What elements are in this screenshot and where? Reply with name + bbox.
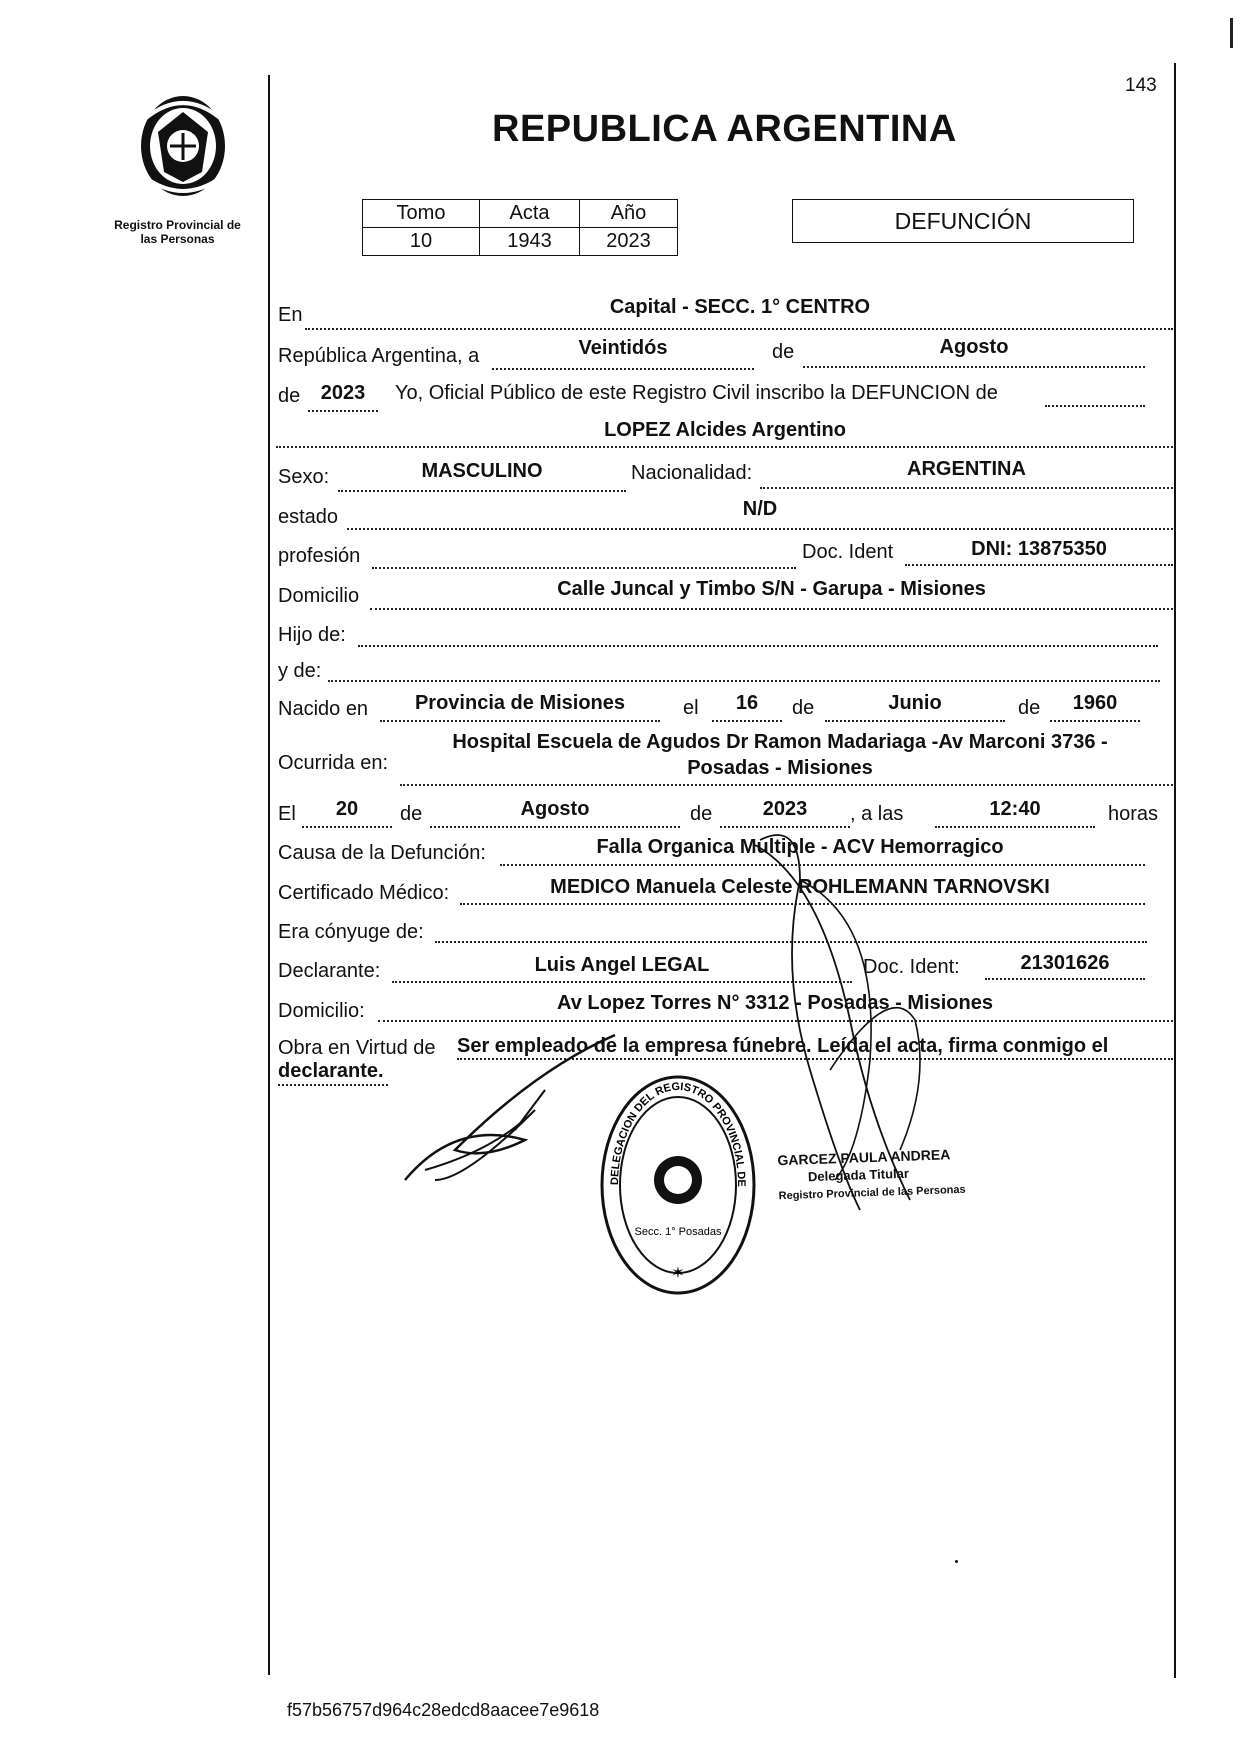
nacionalidad-line bbox=[760, 487, 1173, 489]
corner-mark bbox=[1230, 18, 1233, 48]
de-label-6: de bbox=[690, 803, 713, 825]
nacido-en: Provincia de Misiones bbox=[414, 692, 626, 714]
anio-value: 2023 bbox=[580, 228, 678, 256]
tomo-value: 10 bbox=[363, 228, 480, 256]
causa-label: Causa de la Defunción: bbox=[278, 842, 486, 864]
document-type-box bbox=[792, 199, 1134, 243]
nacido-label: Nacido en bbox=[278, 698, 369, 720]
def-mes: Agosto bbox=[520, 798, 590, 820]
right-margin-rule bbox=[1174, 63, 1176, 1678]
y-de-line bbox=[328, 680, 1160, 682]
de-label-3: de bbox=[792, 697, 815, 719]
de-label-1: de bbox=[772, 341, 795, 363]
official-stamp bbox=[777, 1145, 966, 1205]
ocurrida-line1: Hospital Escuela de Agudos Dr Ramon Madariaga -Av Marconi 3736 - bbox=[452, 731, 1108, 753]
obra-text: Ser empleado de la empresa fúnebre. Leída el acta, firma conmigo el bbox=[457, 1035, 1109, 1057]
nac-dia: 16 bbox=[735, 692, 759, 714]
anio-label: Año bbox=[580, 200, 678, 228]
acta-label: Acta bbox=[480, 200, 580, 228]
el-label: el bbox=[683, 697, 699, 719]
document-type: DEFUNCIÓN bbox=[894, 208, 1032, 234]
declarante-label: Declarante: bbox=[278, 960, 381, 982]
nac-anio: 1960 bbox=[1072, 692, 1118, 714]
domicilio-label: Domicilio bbox=[278, 585, 360, 607]
def-anio: 2023 bbox=[762, 798, 808, 820]
estado-line bbox=[347, 528, 1173, 530]
domicilio2: Av Lopez Torres N° 3312 - Posadas - Misiones bbox=[557, 992, 993, 1014]
obra-line2 bbox=[278, 1084, 388, 1086]
def-mes-line bbox=[430, 826, 680, 828]
en-line bbox=[305, 328, 1173, 330]
official-role: Delegada Titular bbox=[807, 1165, 910, 1185]
deceased-name: LOPEZ Alcides Argentino bbox=[604, 419, 846, 441]
doc-ident2-line bbox=[985, 978, 1145, 980]
domicilio-line bbox=[370, 608, 1173, 610]
sexo-line bbox=[338, 490, 626, 492]
de-label-4: de bbox=[1018, 697, 1041, 719]
logo-caption: Registro Provincial de las Personas bbox=[114, 218, 241, 246]
registry-seal bbox=[598, 1070, 758, 1305]
tomo-label: Tomo bbox=[363, 200, 480, 228]
official-name: GARCEZ PAULA ANDREA bbox=[777, 1146, 951, 1169]
en-label: En bbox=[278, 304, 303, 326]
def-dia-line bbox=[302, 826, 392, 828]
nombre-line bbox=[276, 446, 1173, 448]
doc-ident-line bbox=[905, 564, 1173, 566]
estado: N/D bbox=[742, 498, 778, 520]
nacionalidad-label: Nacionalidad: bbox=[631, 462, 753, 484]
profesion-line bbox=[372, 567, 796, 569]
official-org: Registro Provincial de las Personas bbox=[778, 1183, 966, 1203]
mes-line bbox=[803, 366, 1145, 368]
dia-texto: Veintidós bbox=[578, 337, 668, 359]
el2-label: El bbox=[278, 803, 296, 825]
seal-ring-text: DELEGACION DEL REGISTRO PROVINCIAL DE bbox=[608, 1080, 748, 1187]
def-dia: 20 bbox=[335, 798, 359, 820]
anio-insc-line bbox=[308, 410, 378, 412]
doc-ident2: 21301626 bbox=[1020, 952, 1110, 974]
republica-label: República Argentina, a bbox=[278, 345, 480, 367]
conyuge-label: Era cónyuge de: bbox=[278, 921, 424, 943]
anio-inscripcion: 2023 bbox=[320, 382, 366, 404]
en-value: Capital - SECC. 1° CENTRO bbox=[609, 296, 871, 318]
seal-inner-text: Secc. 1° Posadas bbox=[634, 1226, 722, 1238]
certificado-label: Certificado Médico: bbox=[278, 882, 450, 904]
obra-text2: declarante. bbox=[278, 1060, 384, 1082]
nac-anio-line bbox=[1050, 720, 1140, 722]
estado-label: estado bbox=[278, 506, 339, 528]
ocurrida-label: Ocurrida en: bbox=[278, 752, 389, 774]
ocurrida-line bbox=[400, 784, 1173, 786]
dia-line bbox=[492, 368, 754, 370]
certificado: MEDICO Manuela Celeste ROHLEMANN TARNOVSKI bbox=[550, 876, 1050, 898]
profesion-label: profesión bbox=[278, 545, 361, 567]
doc-ident: DNI: 13875350 bbox=[971, 538, 1107, 560]
nac-mes: Junio bbox=[888, 692, 942, 714]
horas-label: horas bbox=[1108, 803, 1159, 825]
stray-dot bbox=[955, 1560, 958, 1563]
nacido-en-line bbox=[380, 720, 660, 722]
hijo-de-label: Hijo de: bbox=[278, 624, 346, 646]
causa: Falla Organica Multiple - ACV Hemorragico bbox=[596, 836, 1004, 858]
left-margin-rule bbox=[268, 75, 270, 1675]
domicilio2-label: Domicilio: bbox=[278, 1000, 365, 1022]
hijo-de-line bbox=[358, 645, 1158, 647]
declarante: Luis Angel LEGAL bbox=[534, 954, 710, 976]
mes: Agosto bbox=[939, 336, 1009, 358]
page-number: 143 bbox=[1125, 75, 1157, 96]
ocurrida-line2: Posadas - Misiones bbox=[687, 757, 873, 779]
obra-label: Obra en Virtud de bbox=[278, 1037, 436, 1059]
domicilio: Calle Juncal y Timbo S/N - Garupa - Misiones bbox=[557, 578, 986, 600]
nac-mes-line bbox=[825, 720, 1005, 722]
provincial-emblem-logo bbox=[128, 88, 238, 205]
declarant-signature bbox=[395, 1030, 625, 1195]
doc-ident-label: Doc. Ident bbox=[802, 541, 894, 563]
nac-dia-line bbox=[712, 720, 782, 722]
sexo-label: Sexo: bbox=[278, 466, 330, 488]
nacionalidad: ARGENTINA bbox=[907, 458, 1026, 480]
svg-text:✶: ✶ bbox=[671, 1265, 685, 1282]
de-label-2: de bbox=[278, 385, 301, 407]
def-hora: 12:40 bbox=[989, 798, 1041, 820]
inscribo-text: Yo, Oficial Público de este Registro Civil inscribo la DEFUNCION de bbox=[395, 382, 998, 404]
page-title: REPUBLICA ARGENTINA bbox=[492, 108, 957, 150]
de-label-5: de bbox=[400, 803, 423, 825]
y-de-label: y de: bbox=[278, 660, 322, 682]
acta-value: 1943 bbox=[480, 228, 580, 256]
inscribo-tail-line bbox=[1045, 405, 1145, 407]
alas-label: , a las bbox=[850, 803, 904, 825]
record-table bbox=[362, 199, 678, 256]
document-hash: f57b56757d964c28edcd8aacee7e9618 bbox=[287, 1700, 600, 1720]
sexo: MASCULINO bbox=[421, 460, 543, 482]
doc-ident2-label: Doc. Ident: bbox=[863, 956, 960, 978]
